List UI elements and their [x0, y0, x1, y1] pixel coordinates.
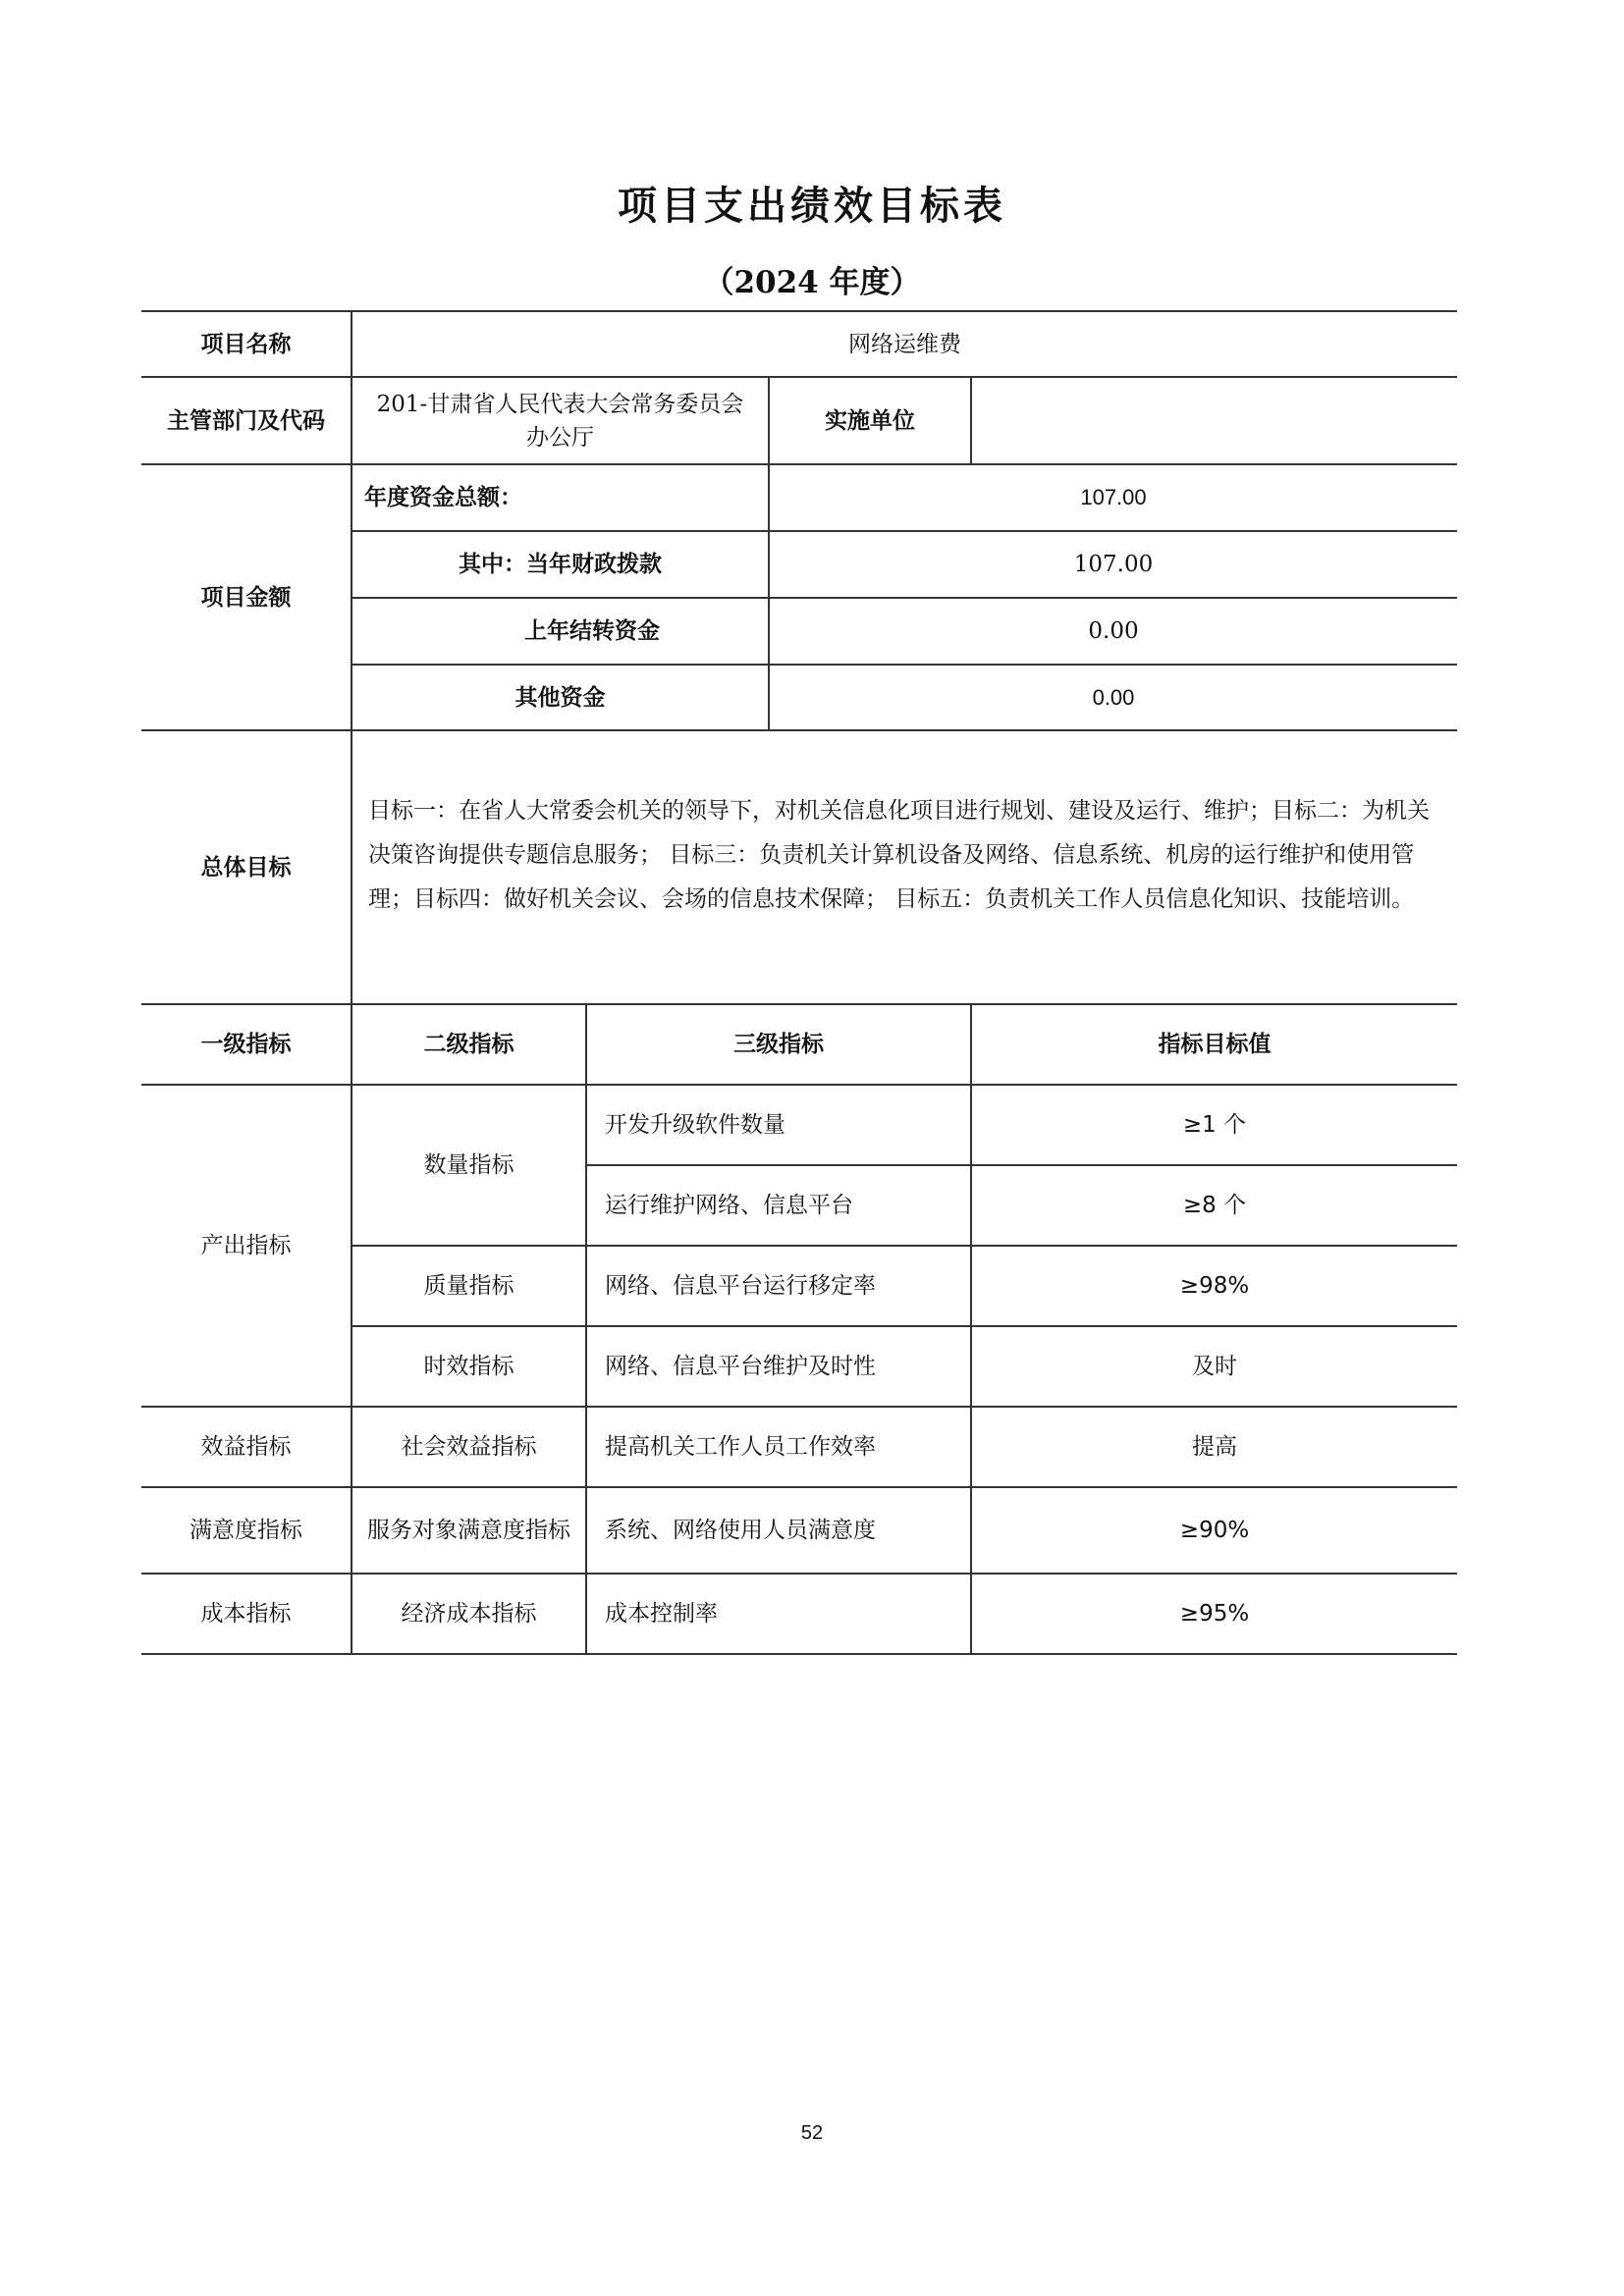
- target-cell: ≥98%: [971, 1246, 1457, 1326]
- level3-cell: 开发升级软件数量: [586, 1085, 971, 1165]
- annual-total-label: 年度资金总额：: [352, 464, 769, 531]
- project-name-label: 项目名称: [141, 311, 352, 377]
- department-row: [141, 377, 1457, 464]
- table-row: [141, 1574, 1457, 1654]
- page-number: 52: [800, 2122, 824, 2144]
- header-target: 指标目标值: [971, 1004, 1457, 1085]
- level3-cell: 运行维护网络、信息平台: [586, 1165, 971, 1246]
- target-cell: ≥90%: [971, 1487, 1457, 1574]
- level1-cell: 效益指标: [141, 1407, 352, 1487]
- target-cell: ≥95%: [971, 1574, 1457, 1654]
- level1-cell: 成本指标: [141, 1574, 352, 1654]
- header-level1: 一级指标: [141, 1004, 352, 1085]
- other-value: 0.00: [769, 665, 1457, 730]
- level2-cell: 经济成本指标: [352, 1574, 586, 1654]
- document-subtitle: （2024 年度）: [703, 265, 921, 300]
- level2-cell: 社会效益指标: [352, 1407, 586, 1487]
- target-cell: 及时: [971, 1326, 1457, 1407]
- header-level3: 三级指标: [586, 1004, 971, 1085]
- annual-total-row: [141, 464, 1457, 531]
- dept-label: 主管部门及代码: [141, 377, 352, 464]
- document-title: 项目支出绩效目标表: [618, 184, 1006, 229]
- performance-target-table: [141, 310, 1457, 1655]
- level3-cell: 网络、信息平台维护及时性: [586, 1326, 971, 1407]
- level3-cell: 成本控制率: [586, 1574, 971, 1654]
- fiscal-value: 107.00: [769, 531, 1457, 598]
- level1-cell: 满意度指标: [141, 1487, 352, 1574]
- other-label: 其他资金: [352, 665, 769, 730]
- table-row: [141, 1407, 1457, 1487]
- impl-value: [971, 377, 1457, 464]
- table-row: [141, 1487, 1457, 1574]
- impl-label: 实施单位: [769, 377, 971, 464]
- goal-text: 目标一：在省人大常委会机关的领导下，对机关信息化项目进行规划、建设及运行、维护；目标二：为机关决策咨询提供专题信息服务； 目标三：负责机关计算机设备及网络、信息系统、机房的运行维护和使用管理；目标四：做好机关会议、会场的信息技术保障； 目标五：负责机关工作人员信息化知识、技能培训。: [352, 730, 1457, 1004]
- target-cell: 提高: [971, 1407, 1457, 1487]
- project-name-value: 网络运维费: [352, 311, 1457, 377]
- annual-total-value: 107.00: [769, 464, 1457, 531]
- target-cell: ≥1 个: [971, 1085, 1457, 1165]
- dept-value: 201-甘肃省人民代表大会常务委员会办公厅: [352, 377, 769, 464]
- level3-cell: 系统、网络使用人员满意度: [586, 1487, 971, 1574]
- level2-cell: 数量指标: [352, 1085, 586, 1246]
- header-level2: 二级指标: [352, 1004, 586, 1085]
- amount-label: 项目金额: [141, 464, 352, 730]
- target-cell: ≥8 个: [971, 1165, 1457, 1246]
- level3-cell: 网络、信息平台运行移定率: [586, 1246, 971, 1326]
- level1-cell: 产出指标: [141, 1085, 352, 1407]
- table-row: [141, 1085, 1457, 1165]
- level2-cell: 时效指标: [352, 1326, 586, 1407]
- project-name-row: [141, 311, 1457, 377]
- indicator-header-row: [141, 1004, 1457, 1085]
- fiscal-label: 其中：当年财政拨款: [352, 531, 769, 598]
- carryover-label: 上年结转资金: [352, 598, 769, 665]
- level2-cell: 服务对象满意度指标: [352, 1487, 586, 1574]
- level2-cell: 质量指标: [352, 1246, 586, 1326]
- overall-goal-row: [141, 730, 1457, 1004]
- carryover-value: 0.00: [769, 598, 1457, 665]
- goal-label: 总体目标: [141, 730, 352, 1004]
- level3-cell: 提高机关工作人员工作效率: [586, 1407, 971, 1487]
